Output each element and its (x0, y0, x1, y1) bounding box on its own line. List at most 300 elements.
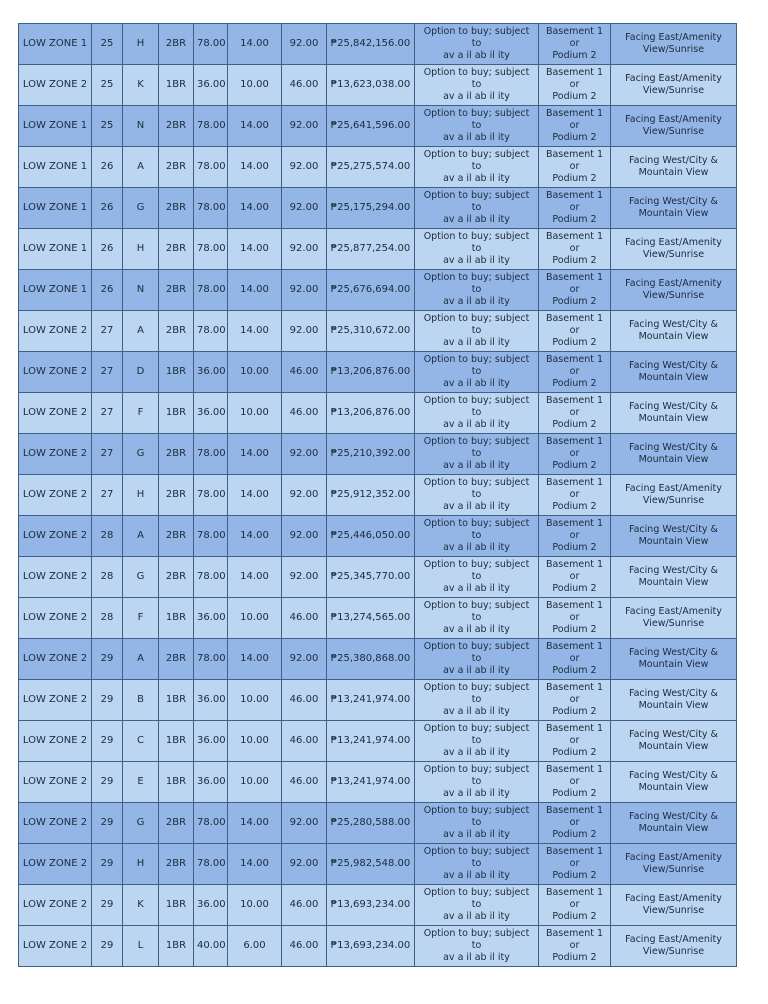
floor-cell: 29 (92, 844, 123, 885)
area-cell: 78.00 (194, 229, 228, 270)
table-row (19, 844, 737, 885)
availability-cell-line: av a il ab il ity (443, 50, 510, 61)
view-cell-line: Facing East/Amenity (625, 606, 722, 617)
availability-cell-line: Option to buy; subject to (423, 149, 530, 172)
view-cell-line: View/Sunrise (642, 85, 705, 96)
unit-type-cell: 2BR (159, 188, 194, 229)
view-cell-line: Facing West/City & (629, 647, 718, 658)
view-cell (611, 803, 737, 844)
availability-cell (415, 188, 539, 229)
view-cell-line: Facing West/City & (629, 811, 718, 822)
area-cell: 36.00 (194, 721, 228, 762)
table-row (19, 270, 737, 311)
availability-cell-line: av a il ab il ity (443, 378, 510, 389)
area-cell: 14.00 (228, 557, 282, 598)
availability-cell-line: Option to buy; subject to (423, 313, 530, 336)
parking-cell-line: Basement 1 or (545, 272, 604, 295)
zone-cell: LOW ZONE 1 (19, 229, 92, 270)
availability-cell-line: av a il ab il ity (443, 419, 510, 430)
parking-cell-line: Basement 1 or (545, 108, 604, 131)
floor-cell: 29 (92, 639, 123, 680)
availability-cell-line: av a il ab il ity (443, 706, 510, 717)
parking-cell (539, 721, 611, 762)
zone-cell: LOW ZONE 2 (19, 475, 92, 516)
floor-cell: 26 (92, 147, 123, 188)
unit-cell: H (123, 844, 159, 885)
table-row (19, 434, 737, 475)
zone-cell: LOW ZONE 2 (19, 639, 92, 680)
area-cell: 14.00 (228, 844, 282, 885)
table-row (19, 475, 737, 516)
parking-cell (539, 65, 611, 106)
total-area-cell: 92.00 (282, 557, 327, 598)
zone-cell: LOW ZONE 1 (19, 188, 92, 229)
unit-cell: A (123, 311, 159, 352)
zone-cell: LOW ZONE 2 (19, 680, 92, 721)
parking-cell-line: Basement 1 or (545, 846, 604, 869)
area-cell: 10.00 (228, 393, 282, 434)
parking-cell-line: Podium 2 (552, 747, 597, 758)
total-area-cell: 46.00 (282, 885, 327, 926)
view-cell-line: Mountain View (638, 413, 709, 424)
table-row (19, 147, 737, 188)
price-cell: ₱13,693,234.00 (327, 926, 415, 967)
view-cell-line: Mountain View (638, 577, 709, 588)
availability-cell-line: av a il ab il ity (443, 255, 510, 266)
availability-cell-line: av a il ab il ity (443, 214, 510, 225)
unit-cell: B (123, 680, 159, 721)
parking-cell-line: Podium 2 (552, 870, 597, 881)
table-row (19, 188, 737, 229)
area-cell: 78.00 (194, 844, 228, 885)
parking-cell (539, 639, 611, 680)
area-cell: 78.00 (194, 803, 228, 844)
floor-cell: 26 (92, 188, 123, 229)
unit-type-cell: 1BR (159, 926, 194, 967)
area-cell: 14.00 (228, 311, 282, 352)
parking-cell-line: Podium 2 (552, 296, 597, 307)
parking-cell-line: Podium 2 (552, 378, 597, 389)
availability-cell-line: Option to buy; subject to (423, 805, 530, 828)
availability-cell-line: av a il ab il ity (443, 583, 510, 594)
availability-cell (415, 926, 539, 967)
parking-cell-line: Basement 1 or (545, 641, 604, 664)
availability-cell (415, 24, 539, 65)
area-cell: 14.00 (228, 270, 282, 311)
table-row (19, 762, 737, 803)
floor-cell: 28 (92, 557, 123, 598)
view-cell-line: Facing West/City & (629, 565, 718, 576)
price-cell: ₱13,274,565.00 (327, 598, 415, 639)
unit-type-cell: 2BR (159, 229, 194, 270)
view-cell-line: View/Sunrise (642, 905, 705, 916)
view-cell (611, 926, 737, 967)
area-cell: 40.00 (194, 926, 228, 967)
availability-cell (415, 557, 539, 598)
parking-cell (539, 229, 611, 270)
floor-cell: 27 (92, 393, 123, 434)
area-cell: 36.00 (194, 885, 228, 926)
parking-cell-line: Basement 1 or (545, 354, 604, 377)
unit-type-cell: 2BR (159, 557, 194, 598)
price-cell: ₱25,877,254.00 (327, 229, 415, 270)
availability-cell-line: av a il ab il ity (443, 542, 510, 553)
floor-cell: 25 (92, 106, 123, 147)
area-cell: 14.00 (228, 639, 282, 680)
price-cell: ₱13,206,876.00 (327, 393, 415, 434)
view-cell (611, 885, 737, 926)
view-cell (611, 311, 737, 352)
parking-cell (539, 475, 611, 516)
view-cell (611, 352, 737, 393)
unit-cell: A (123, 639, 159, 680)
area-cell: 6.00 (228, 926, 282, 967)
parking-cell (539, 147, 611, 188)
availability-cell (415, 65, 539, 106)
table-row (19, 229, 737, 270)
parking-cell (539, 106, 611, 147)
view-cell-line: Mountain View (638, 782, 709, 793)
table-row (19, 393, 737, 434)
unit-type-cell: 2BR (159, 270, 194, 311)
parking-cell (539, 24, 611, 65)
unit-rows (19, 24, 737, 967)
parking-cell (539, 803, 611, 844)
view-cell-line: Facing West/City & (629, 729, 718, 740)
view-cell (611, 24, 737, 65)
area-cell: 78.00 (194, 557, 228, 598)
floor-cell: 28 (92, 598, 123, 639)
total-area-cell: 46.00 (282, 721, 327, 762)
unit-cell: A (123, 516, 159, 557)
area-cell: 78.00 (194, 188, 228, 229)
total-area-cell: 92.00 (282, 229, 327, 270)
availability-cell-line: av a il ab il ity (443, 788, 510, 799)
view-cell (611, 434, 737, 475)
availability-cell-line: av a il ab il ity (443, 91, 510, 102)
total-area-cell: 92.00 (282, 844, 327, 885)
total-area-cell: 46.00 (282, 352, 327, 393)
total-area-cell: 46.00 (282, 393, 327, 434)
price-cell: ₱13,241,974.00 (327, 762, 415, 803)
parking-cell-line: Podium 2 (552, 624, 597, 635)
price-cell: ₱25,641,596.00 (327, 106, 415, 147)
price-cell: ₱13,623,038.00 (327, 65, 415, 106)
view-cell-line: Mountain View (638, 167, 709, 178)
area-cell: 10.00 (228, 65, 282, 106)
parking-cell-line: Podium 2 (552, 132, 597, 143)
parking-cell-line: Basement 1 or (545, 723, 604, 746)
availability-cell-line: av a il ab il ity (443, 829, 510, 840)
parking-cell-line: Basement 1 or (545, 928, 604, 951)
area-cell: 36.00 (194, 762, 228, 803)
unit-cell: F (123, 598, 159, 639)
zone-cell: LOW ZONE 1 (19, 106, 92, 147)
total-area-cell: 92.00 (282, 311, 327, 352)
view-cell (611, 229, 737, 270)
price-cell: ₱25,310,672.00 (327, 311, 415, 352)
parking-cell-line: Basement 1 or (545, 518, 604, 541)
unit-type-cell: 1BR (159, 598, 194, 639)
price-cell: ₱25,982,548.00 (327, 844, 415, 885)
area-cell: 36.00 (194, 680, 228, 721)
view-cell-line: View/Sunrise (642, 249, 705, 260)
availability-cell-line: Option to buy; subject to (423, 846, 530, 869)
total-area-cell: 46.00 (282, 926, 327, 967)
area-cell: 36.00 (194, 393, 228, 434)
parking-cell-line: Podium 2 (552, 706, 597, 717)
parking-cell-line: Podium 2 (552, 337, 597, 348)
unit-type-cell: 2BR (159, 639, 194, 680)
table-row (19, 516, 737, 557)
availability-cell (415, 516, 539, 557)
price-cell: ₱25,275,574.00 (327, 147, 415, 188)
unit-cell: E (123, 762, 159, 803)
unit-type-cell: 2BR (159, 516, 194, 557)
availability-cell-line: av a il ab il ity (443, 747, 510, 758)
view-cell (611, 106, 737, 147)
total-area-cell: 92.00 (282, 24, 327, 65)
parking-cell-line: Basement 1 or (545, 190, 604, 213)
unit-cell: H (123, 475, 159, 516)
availability-cell-line: av a il ab il ity (443, 624, 510, 635)
area-cell: 10.00 (228, 885, 282, 926)
availability-cell (415, 229, 539, 270)
parking-cell-line: Basement 1 or (545, 477, 604, 500)
area-cell: 14.00 (228, 229, 282, 270)
price-cell: ₱25,345,770.00 (327, 557, 415, 598)
unit-type-cell: 1BR (159, 762, 194, 803)
view-cell-line: Facing East/Amenity (625, 73, 722, 84)
availability-cell-line: Option to buy; subject to (423, 764, 530, 787)
table-row (19, 721, 737, 762)
zone-cell: LOW ZONE 1 (19, 24, 92, 65)
total-area-cell: 92.00 (282, 147, 327, 188)
parking-cell-line: Podium 2 (552, 460, 597, 471)
parking-cell-line: Basement 1 or (545, 67, 604, 90)
parking-cell (539, 352, 611, 393)
view-cell-line: Facing West/City & (629, 319, 718, 330)
view-cell-line: Facing East/Amenity (625, 278, 722, 289)
table-row (19, 352, 737, 393)
availability-cell (415, 598, 539, 639)
unit-type-cell: 2BR (159, 24, 194, 65)
view-cell (611, 270, 737, 311)
area-cell: 14.00 (228, 434, 282, 475)
floor-cell: 27 (92, 475, 123, 516)
zone-cell: LOW ZONE 2 (19, 352, 92, 393)
availability-cell-line: Option to buy; subject to (423, 887, 530, 910)
parking-cell-line: Podium 2 (552, 952, 597, 963)
area-cell: 78.00 (194, 639, 228, 680)
table-row (19, 639, 737, 680)
total-area-cell: 46.00 (282, 762, 327, 803)
view-cell-line: Facing West/City & (629, 196, 718, 207)
total-area-cell: 92.00 (282, 516, 327, 557)
floor-cell: 27 (92, 434, 123, 475)
availability-cell (415, 762, 539, 803)
zone-cell: LOW ZONE 2 (19, 844, 92, 885)
area-cell: 10.00 (228, 680, 282, 721)
price-cell: ₱25,912,352.00 (327, 475, 415, 516)
view-cell-line: Facing West/City & (629, 360, 718, 371)
zone-cell: LOW ZONE 1 (19, 270, 92, 311)
availability-cell (415, 885, 539, 926)
price-cell: ₱25,676,694.00 (327, 270, 415, 311)
parking-cell-line: Podium 2 (552, 501, 597, 512)
unit-cell: H (123, 24, 159, 65)
area-cell: 36.00 (194, 598, 228, 639)
zone-cell: LOW ZONE 2 (19, 393, 92, 434)
unit-type-cell: 1BR (159, 393, 194, 434)
area-cell: 14.00 (228, 106, 282, 147)
availability-cell-line: av a il ab il ity (443, 501, 510, 512)
unit-type-cell: 2BR (159, 803, 194, 844)
price-cell: ₱25,842,156.00 (327, 24, 415, 65)
availability-cell-line: av a il ab il ity (443, 337, 510, 348)
availability-cell-line: Option to buy; subject to (423, 272, 530, 295)
parking-cell (539, 270, 611, 311)
zone-cell: LOW ZONE 2 (19, 762, 92, 803)
price-cell: ₱25,446,050.00 (327, 516, 415, 557)
view-cell (611, 65, 737, 106)
zone-cell: LOW ZONE 2 (19, 598, 92, 639)
parking-cell-line: Basement 1 or (545, 436, 604, 459)
parking-cell-line: Podium 2 (552, 911, 597, 922)
parking-cell (539, 393, 611, 434)
parking-cell (539, 598, 611, 639)
table-row (19, 311, 737, 352)
parking-cell (539, 434, 611, 475)
zone-cell: LOW ZONE 2 (19, 803, 92, 844)
price-cell: ₱25,175,294.00 (327, 188, 415, 229)
parking-cell-line: Podium 2 (552, 829, 597, 840)
floor-cell: 26 (92, 270, 123, 311)
view-cell-line: Mountain View (638, 454, 709, 465)
availability-cell (415, 475, 539, 516)
parking-cell-line: Basement 1 or (545, 149, 604, 172)
availability-cell-line: Option to buy; subject to (423, 559, 530, 582)
availability-cell-line: Option to buy; subject to (423, 67, 530, 90)
area-cell: 14.00 (228, 24, 282, 65)
parking-cell (539, 885, 611, 926)
availability-cell-line: Option to buy; subject to (423, 723, 530, 746)
zone-cell: LOW ZONE 2 (19, 311, 92, 352)
unit-type-cell: 1BR (159, 885, 194, 926)
area-cell: 36.00 (194, 352, 228, 393)
view-cell-line: Facing East/Amenity (625, 237, 722, 248)
view-cell-line: View/Sunrise (642, 864, 705, 875)
area-cell: 78.00 (194, 434, 228, 475)
area-cell: 78.00 (194, 475, 228, 516)
parking-cell-line: Podium 2 (552, 583, 597, 594)
unit-type-cell: 2BR (159, 475, 194, 516)
view-cell-line: Facing West/City & (629, 524, 718, 535)
parking-cell-line: Podium 2 (552, 173, 597, 184)
zone-cell: LOW ZONE 2 (19, 721, 92, 762)
total-area-cell: 92.00 (282, 475, 327, 516)
unit-cell: N (123, 106, 159, 147)
availability-cell (415, 680, 539, 721)
floor-cell: 29 (92, 926, 123, 967)
availability-cell-line: Option to buy; subject to (423, 436, 530, 459)
total-area-cell: 46.00 (282, 598, 327, 639)
view-cell-line: Facing East/Amenity (625, 893, 722, 904)
table-row (19, 926, 737, 967)
unit-inventory-table (18, 23, 737, 967)
floor-cell: 27 (92, 352, 123, 393)
unit-type-cell: 1BR (159, 65, 194, 106)
floor-cell: 28 (92, 516, 123, 557)
zone-cell: LOW ZONE 2 (19, 65, 92, 106)
floor-cell: 25 (92, 24, 123, 65)
availability-cell-line: Option to buy; subject to (423, 26, 530, 49)
parking-cell-line: Basement 1 or (545, 231, 604, 254)
view-cell-line: View/Sunrise (642, 290, 705, 301)
floor-cell: 25 (92, 65, 123, 106)
availability-cell (415, 106, 539, 147)
unit-cell: C (123, 721, 159, 762)
availability-cell (415, 393, 539, 434)
table-row (19, 24, 737, 65)
availability-cell (415, 352, 539, 393)
view-cell-line: View/Sunrise (642, 44, 705, 55)
floor-cell: 29 (92, 803, 123, 844)
parking-cell-line: Basement 1 or (545, 559, 604, 582)
floor-cell: 29 (92, 721, 123, 762)
availability-cell-line: av a il ab il ity (443, 132, 510, 143)
area-cell: 78.00 (194, 147, 228, 188)
parking-cell-line: Basement 1 or (545, 313, 604, 336)
unit-type-cell: 2BR (159, 434, 194, 475)
view-cell (611, 598, 737, 639)
price-cell: ₱13,241,974.00 (327, 680, 415, 721)
area-cell: 14.00 (228, 475, 282, 516)
area-cell: 78.00 (194, 270, 228, 311)
unit-type-cell: 2BR (159, 147, 194, 188)
availability-cell (415, 434, 539, 475)
total-area-cell: 92.00 (282, 270, 327, 311)
unit-type-cell: 2BR (159, 311, 194, 352)
parking-cell-line: Podium 2 (552, 542, 597, 553)
unit-cell: G (123, 803, 159, 844)
table-row (19, 106, 737, 147)
availability-cell-line: Option to buy; subject to (423, 518, 530, 541)
zone-cell: LOW ZONE 2 (19, 926, 92, 967)
table-row (19, 803, 737, 844)
availability-cell-line: Option to buy; subject to (423, 477, 530, 500)
view-cell-line: Mountain View (638, 536, 709, 547)
availability-cell-line: Option to buy; subject to (423, 231, 530, 254)
unit-cell: A (123, 147, 159, 188)
view-cell-line: Mountain View (638, 372, 709, 383)
area-cell: 78.00 (194, 311, 228, 352)
floor-cell: 29 (92, 762, 123, 803)
view-cell-line: Mountain View (638, 208, 709, 219)
view-cell (611, 393, 737, 434)
view-cell-line: Mountain View (638, 659, 709, 670)
table-row (19, 65, 737, 106)
zone-cell: LOW ZONE 2 (19, 516, 92, 557)
price-cell: ₱25,280,588.00 (327, 803, 415, 844)
parking-cell-line: Basement 1 or (545, 805, 604, 828)
area-cell: 10.00 (228, 762, 282, 803)
availability-cell (415, 270, 539, 311)
parking-cell-line: Podium 2 (552, 91, 597, 102)
area-cell: 10.00 (228, 721, 282, 762)
unit-cell: F (123, 393, 159, 434)
availability-cell (415, 803, 539, 844)
